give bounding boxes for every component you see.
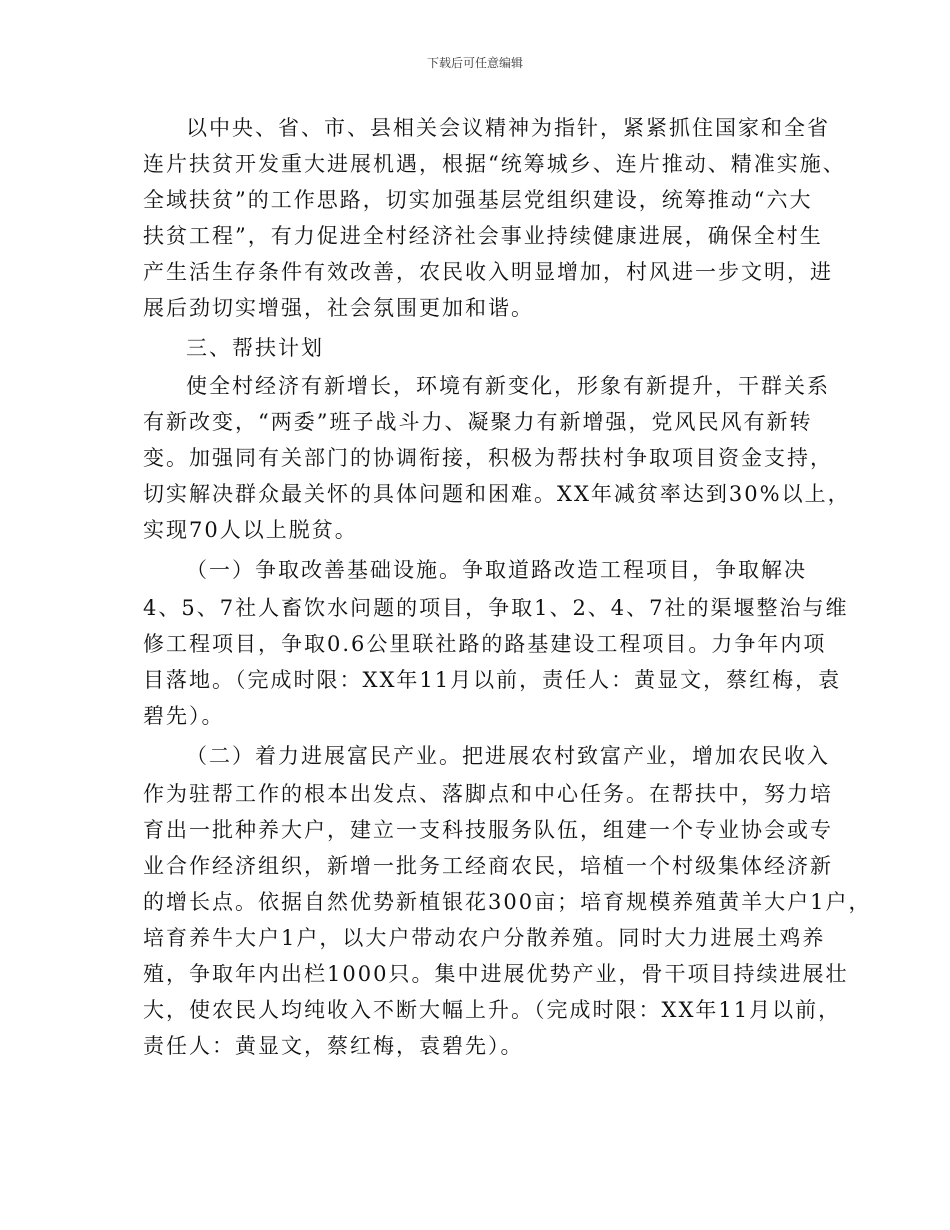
- section-heading: 三、帮扶计划: [186, 336, 324, 360]
- text-line: 殖，争取年内出栏1000只。集中进展优势产业，骨干项目持续进展壮: [143, 962, 849, 986]
- text-line: 连片扶贫开发重大进展机遇，根据“统筹城乡、连片推动、精准实施、: [143, 152, 846, 176]
- text-line: 4、5、7社人畜饮水问题的项目，争取1、2、4、7社的渠堰整治与维: [143, 596, 849, 620]
- text-line: 目落地。（完成时限：XX年11月以前，责任人：黄显文，蔡红梅，袁: [143, 668, 842, 692]
- text-line: （一）争取改善基础设施。争取道路改造工程项目，争取解决: [186, 558, 807, 582]
- text-line: 业合作经济组织，新增一批务工经商农民，培植一个村级集体经济新: [143, 854, 833, 878]
- text-line: 的增长点。依据自然优势新植银花300亩；培育规模养殖黄羊大户1户，: [143, 890, 872, 914]
- text-line: 作为驻帮工作的根本出发点、落脚点和中心任务。在帮扶中，努力培: [143, 782, 833, 806]
- text-line: 大，使农民人均纯收入不断大幅上升。（完成时限：XX年11月以前，: [143, 998, 842, 1022]
- text-line: 变。加强同有关部门的协调衔接，积极为帮扶村争取项目资金支持，: [143, 446, 833, 470]
- text-line: 责任人：黄显文，蔡红梅，袁碧先）。: [143, 1034, 524, 1058]
- text-line: 展后劲切实增强，社会氛围更加和谐。: [143, 296, 534, 320]
- text-line: 育出一批种养大户，建立一支科技服务队伍，组建一个专业协会或专: [143, 818, 833, 842]
- text-line: 修工程项目，争取0.6公里联社路的路基建设工程项目。力争年内项: [143, 632, 827, 656]
- text-line: 切实解决群众最关怀的具体问题和困难。XX年减贫率达到30%以上，: [143, 482, 851, 506]
- text-line: 产生活生存条件有效改善，农民收入明显增加，村风进一步文明，进: [143, 260, 833, 284]
- page-header: 下载后可任意编辑: [426, 56, 523, 70]
- text-line: 实现70人以上脱贫。: [143, 518, 358, 542]
- text-line: 有新改变，“两委”班子战斗力、凝聚力有新增强，党风民风有新转: [143, 410, 813, 434]
- text-line: 培育养牛大户1户，以大户带动农户分散养殖。同时大力进展土鸡养: [143, 926, 826, 950]
- text-line: 以中央、省、市、县相关会议精神为指针，紧紧抓住国家和全省: [186, 116, 830, 140]
- text-line: 扶贫工程”，有力促进全村经济社会事业持续健康进展，确保全村生: [143, 224, 823, 248]
- text-line: （二）着力进展富民产业。把进展农村致富产业，增加农民收入: [186, 744, 830, 768]
- text-line: 碧先）。: [143, 704, 225, 728]
- text-line: 全域扶贫”的工作思路，切实加强基层党组织建设，统筹推动“六大: [143, 188, 813, 212]
- text-line: 使全村经济有新增长，环境有新变化，形象有新提升，干群关系: [186, 374, 830, 398]
